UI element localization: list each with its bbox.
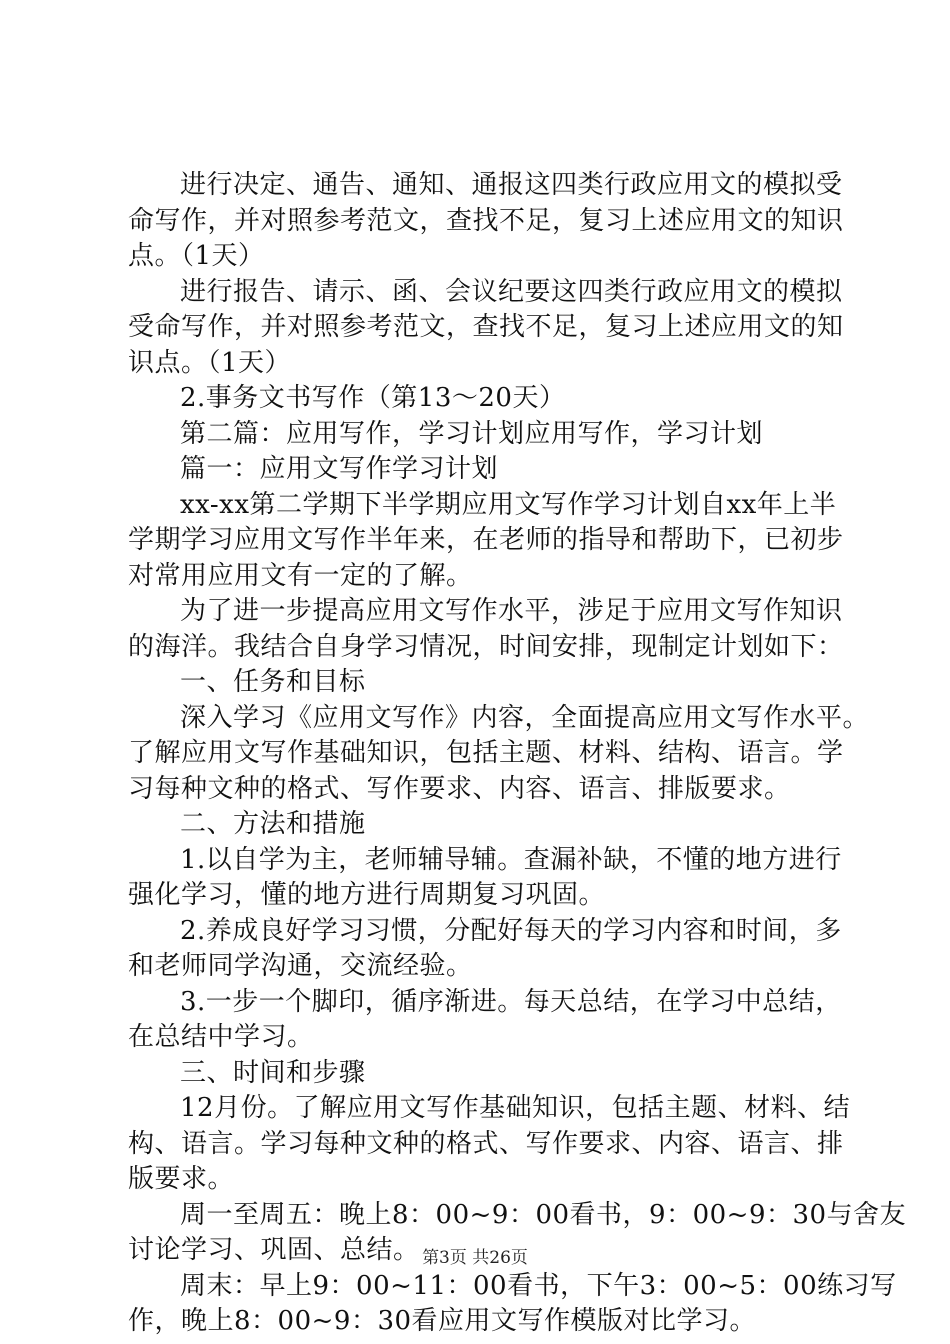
paragraph-line: 命写作，并对照参考范文，查找不足，复习上述应用文的知识 — [128, 205, 844, 236]
section-heading: 一、任务和目标 — [180, 667, 366, 697]
paragraph-line: 对常用应用文有一定的了解。 — [128, 560, 473, 591]
paragraph-line: 的海洋。我结合自身学习情况，时间安排，现制定计划如下： — [128, 631, 844, 662]
section-heading: 三、时间和步骤 — [180, 1057, 366, 1088]
paragraph-line: 周一至周五：晚上8：00~9：00看书，9：00~9：30与舍友 — [180, 1199, 907, 1230]
paragraph-line: 讨论学习、巩固、总结。 — [128, 1235, 420, 1265]
paragraph-line: 进行决定、通告、通知、通报这四类行政应用文的模拟受 — [180, 170, 843, 200]
paragraph-line: 受命写作，并对照参考范文，查找不足，复习上述应用文的知 — [128, 312, 844, 342]
paragraph-line: 在总结中学习。 — [128, 1022, 314, 1052]
paragraph-line: 3.一步一个脚印，循序渐进。每天总结，在学习中总结， — [180, 986, 842, 1017]
paragraph-line: 强化学习，懂的地方进行周期复习巩固。 — [128, 880, 606, 910]
paragraph-line: 和老师同学沟通，交流经验。 — [128, 951, 473, 981]
paragraph-line: 作，晚上8：00~9：30看应用文写作模版对比学习。 — [128, 1306, 757, 1336]
paragraph-line: 周末：早上9：00~11：00看书，下午3：00~5：00练习写 — [180, 1270, 897, 1301]
paragraph-line: 识点。（1天） — [128, 347, 292, 378]
paragraph-line: 进行报告、请示、函、会议纪要这四类行政应用文的模拟 — [180, 276, 843, 307]
section-heading: 2.事务文书写作（第13～20天） — [180, 383, 566, 413]
document-body — [128, 168, 907, 1340]
paragraph-line: 构、语言。学习每种文种的格式、写作要求、内容、语言、排 — [128, 1128, 844, 1159]
page-number-footer: 第3页 共26页 — [422, 1248, 528, 1268]
paragraph-line: xx-xx第二学期下半学期应用文写作学习计划自xx年上半 — [180, 489, 837, 520]
paragraph-line: 为了进一步提高应用文写作水平，涉足于应用文写作知识 — [180, 596, 843, 626]
paragraph-line: 版要求。 — [128, 1164, 235, 1194]
paragraph-line: 深入学习《应用文写作》内容，全面提高应用文写作水平。 — [180, 702, 870, 733]
paragraph-line: 习每种文种的格式、写作要求、内容、语言、排版要求。 — [128, 773, 791, 804]
paragraph-line: 2.养成良好学习习惯，分配好每天的学习内容和时间，多 — [180, 915, 842, 946]
paragraph-line: 学期学习应用文写作半年来，在老师的指导和帮助下，已初步 — [128, 525, 844, 555]
paragraph-line: 点。（1天） — [128, 241, 265, 271]
section-heading: 篇一：应用文写作学习计划 — [180, 454, 499, 484]
section-heading: 二、方法和措施 — [180, 809, 366, 839]
section-heading: 第二篇：应用写作，学习计划应用写作，学习计划 — [180, 418, 764, 449]
paragraph-line: 1.以自学为主，老师辅导辅。查漏补缺，不懂的地方进行 — [180, 844, 842, 875]
paragraph-line: 12月份。了解应用文写作基础知识，包括主题、材料、结 — [180, 1093, 851, 1123]
paragraph-line: 了解应用文写作基础知识，包括主题、材料、结构、语言。学 — [128, 738, 844, 768]
